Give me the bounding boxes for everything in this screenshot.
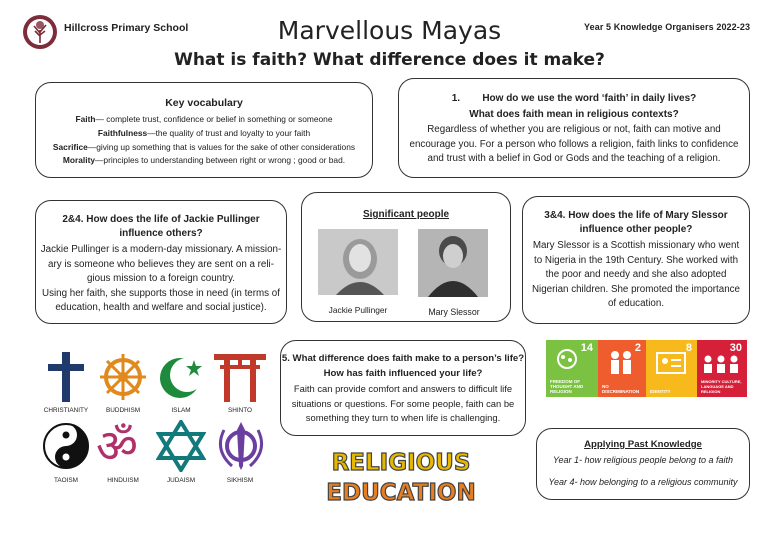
religion-label: JUDAISM xyxy=(166,477,196,484)
question-3-body: Mary Slessor is a Scottish missionary who went to Nigeria in the 19th Century. She worked with the poor and needy and she also adopted Nigerian children. She promoted the importance of education. xyxy=(531,240,741,310)
crescent-star-icon xyxy=(156,352,206,402)
question-1-subheading: What does faith mean in religious contexts? xyxy=(469,109,679,120)
past-knowledge-box xyxy=(536,428,750,500)
vocab-item: Morality—principles to understanding between right or wrong ; good or bad. xyxy=(62,155,346,166)
star-of-david-icon xyxy=(156,420,206,472)
sdg-tile-2: 2 NO DISCRIMINATION xyxy=(598,340,646,397)
cross-icon xyxy=(44,352,88,402)
community-icon xyxy=(701,354,741,374)
dharma-wheel-icon xyxy=(98,352,148,402)
religion-label: SIKHISM xyxy=(226,477,254,484)
religion-label: SHINTO xyxy=(227,407,253,414)
question-1-body: Regardless of whether you are religious or not, faith can motive and encourage you. For a person who follows a religion, faith links to confidence and trust with a belief in God or Gods and the teaching of a religion. xyxy=(409,124,739,165)
yin-yang-icon xyxy=(42,422,90,470)
religion-label: BUDDHISM xyxy=(105,407,141,414)
school-name: Hillcross Primary School xyxy=(64,22,189,34)
vocab-list xyxy=(40,113,368,168)
id-card-icon xyxy=(656,352,686,374)
jackie-pullinger-photo xyxy=(318,229,398,295)
religion-icons xyxy=(36,350,276,490)
jackie-pullinger-caption: Jackie Pullinger xyxy=(328,305,388,315)
sdg-tile-8: 8 IDENTITY xyxy=(646,340,697,397)
vocab-item: Faithfulness—the quality of trust and loyalty to your faith xyxy=(97,127,311,138)
question-2-heading: 2&4. How does the life of Jackie Pullinger influence others? xyxy=(62,214,260,239)
question-2-body: Jackie Pullinger is a modern-day missionary. A mission-ary is someone who believes they are sent on a reli-gious mission to a foreign country. Using her faith, she supports those in need (in terms of education, health and welfare and social justice). xyxy=(40,244,282,314)
past-knowledge-item: Year 1- how religious people belong to a faith xyxy=(552,455,734,465)
khanda-icon xyxy=(216,420,266,472)
past-knowledge-heading: Applying Past Knowledge xyxy=(584,439,702,450)
vocab-item: Sacrifice—giving up something that is values for the sake of other considerations xyxy=(52,141,356,152)
question-3-heading: 3&4. How does the life of Mary Slessor influence other people? xyxy=(544,210,728,235)
religion-label: HINDUISM xyxy=(107,477,139,484)
vocab-heading: Key vocabulary xyxy=(165,97,243,109)
mary-slessor-photo xyxy=(418,229,488,297)
question-2-box xyxy=(35,200,287,324)
sdg-tile-14: 14 FREEDOM OF THOUGHT AND RELIGION xyxy=(546,340,598,397)
religion-label: TAOISM xyxy=(53,477,79,484)
om-icon: ॐ xyxy=(96,419,138,473)
people-icon xyxy=(606,350,636,376)
religious-education-logo: RELIGIOUS EDUCATION xyxy=(326,450,476,506)
mary-slessor-caption: Mary Slessor xyxy=(428,307,480,317)
vocab-item: Faith— complete trust, confidence or belief in something or someone xyxy=(75,114,333,124)
question-5-box xyxy=(280,340,526,436)
year-label: Year 5 Knowledge Organisers 2022-23 xyxy=(584,22,751,32)
question-5-heading: 5. What difference does faith make to a person’s life? xyxy=(281,353,525,364)
page-subtitle: What is faith? What difference does it make? xyxy=(174,50,605,70)
religion-label: ISLAM xyxy=(171,407,191,414)
torii-icon xyxy=(212,352,268,402)
question-5-subheading: How has faith influenced your life? xyxy=(323,368,483,379)
past-knowledge-item: Year 4- how belonging to a religious community xyxy=(548,477,738,487)
question-5-body: Faith can provide comfort and answers to difficult life situations or questions. For some people, faith can be something they turn to when life is challenging. xyxy=(291,383,515,424)
page-title: Marvellous Mayas xyxy=(277,16,502,45)
significant-people-box xyxy=(301,192,511,322)
sdg-tile-30: 30 MINORITY CULTURE, LANGUAGE AND RELIGION xyxy=(697,340,747,397)
religion-label: CHRISTIANITY xyxy=(43,407,89,414)
question-1-box xyxy=(398,78,750,178)
vocab-box xyxy=(35,82,373,178)
question-3-box xyxy=(522,196,750,324)
question-1-heading: 1. How do we use the word ‘faith’ in daily lives? xyxy=(451,93,697,104)
brain-icon xyxy=(554,348,580,370)
significant-people-heading: Significant people xyxy=(362,209,450,220)
